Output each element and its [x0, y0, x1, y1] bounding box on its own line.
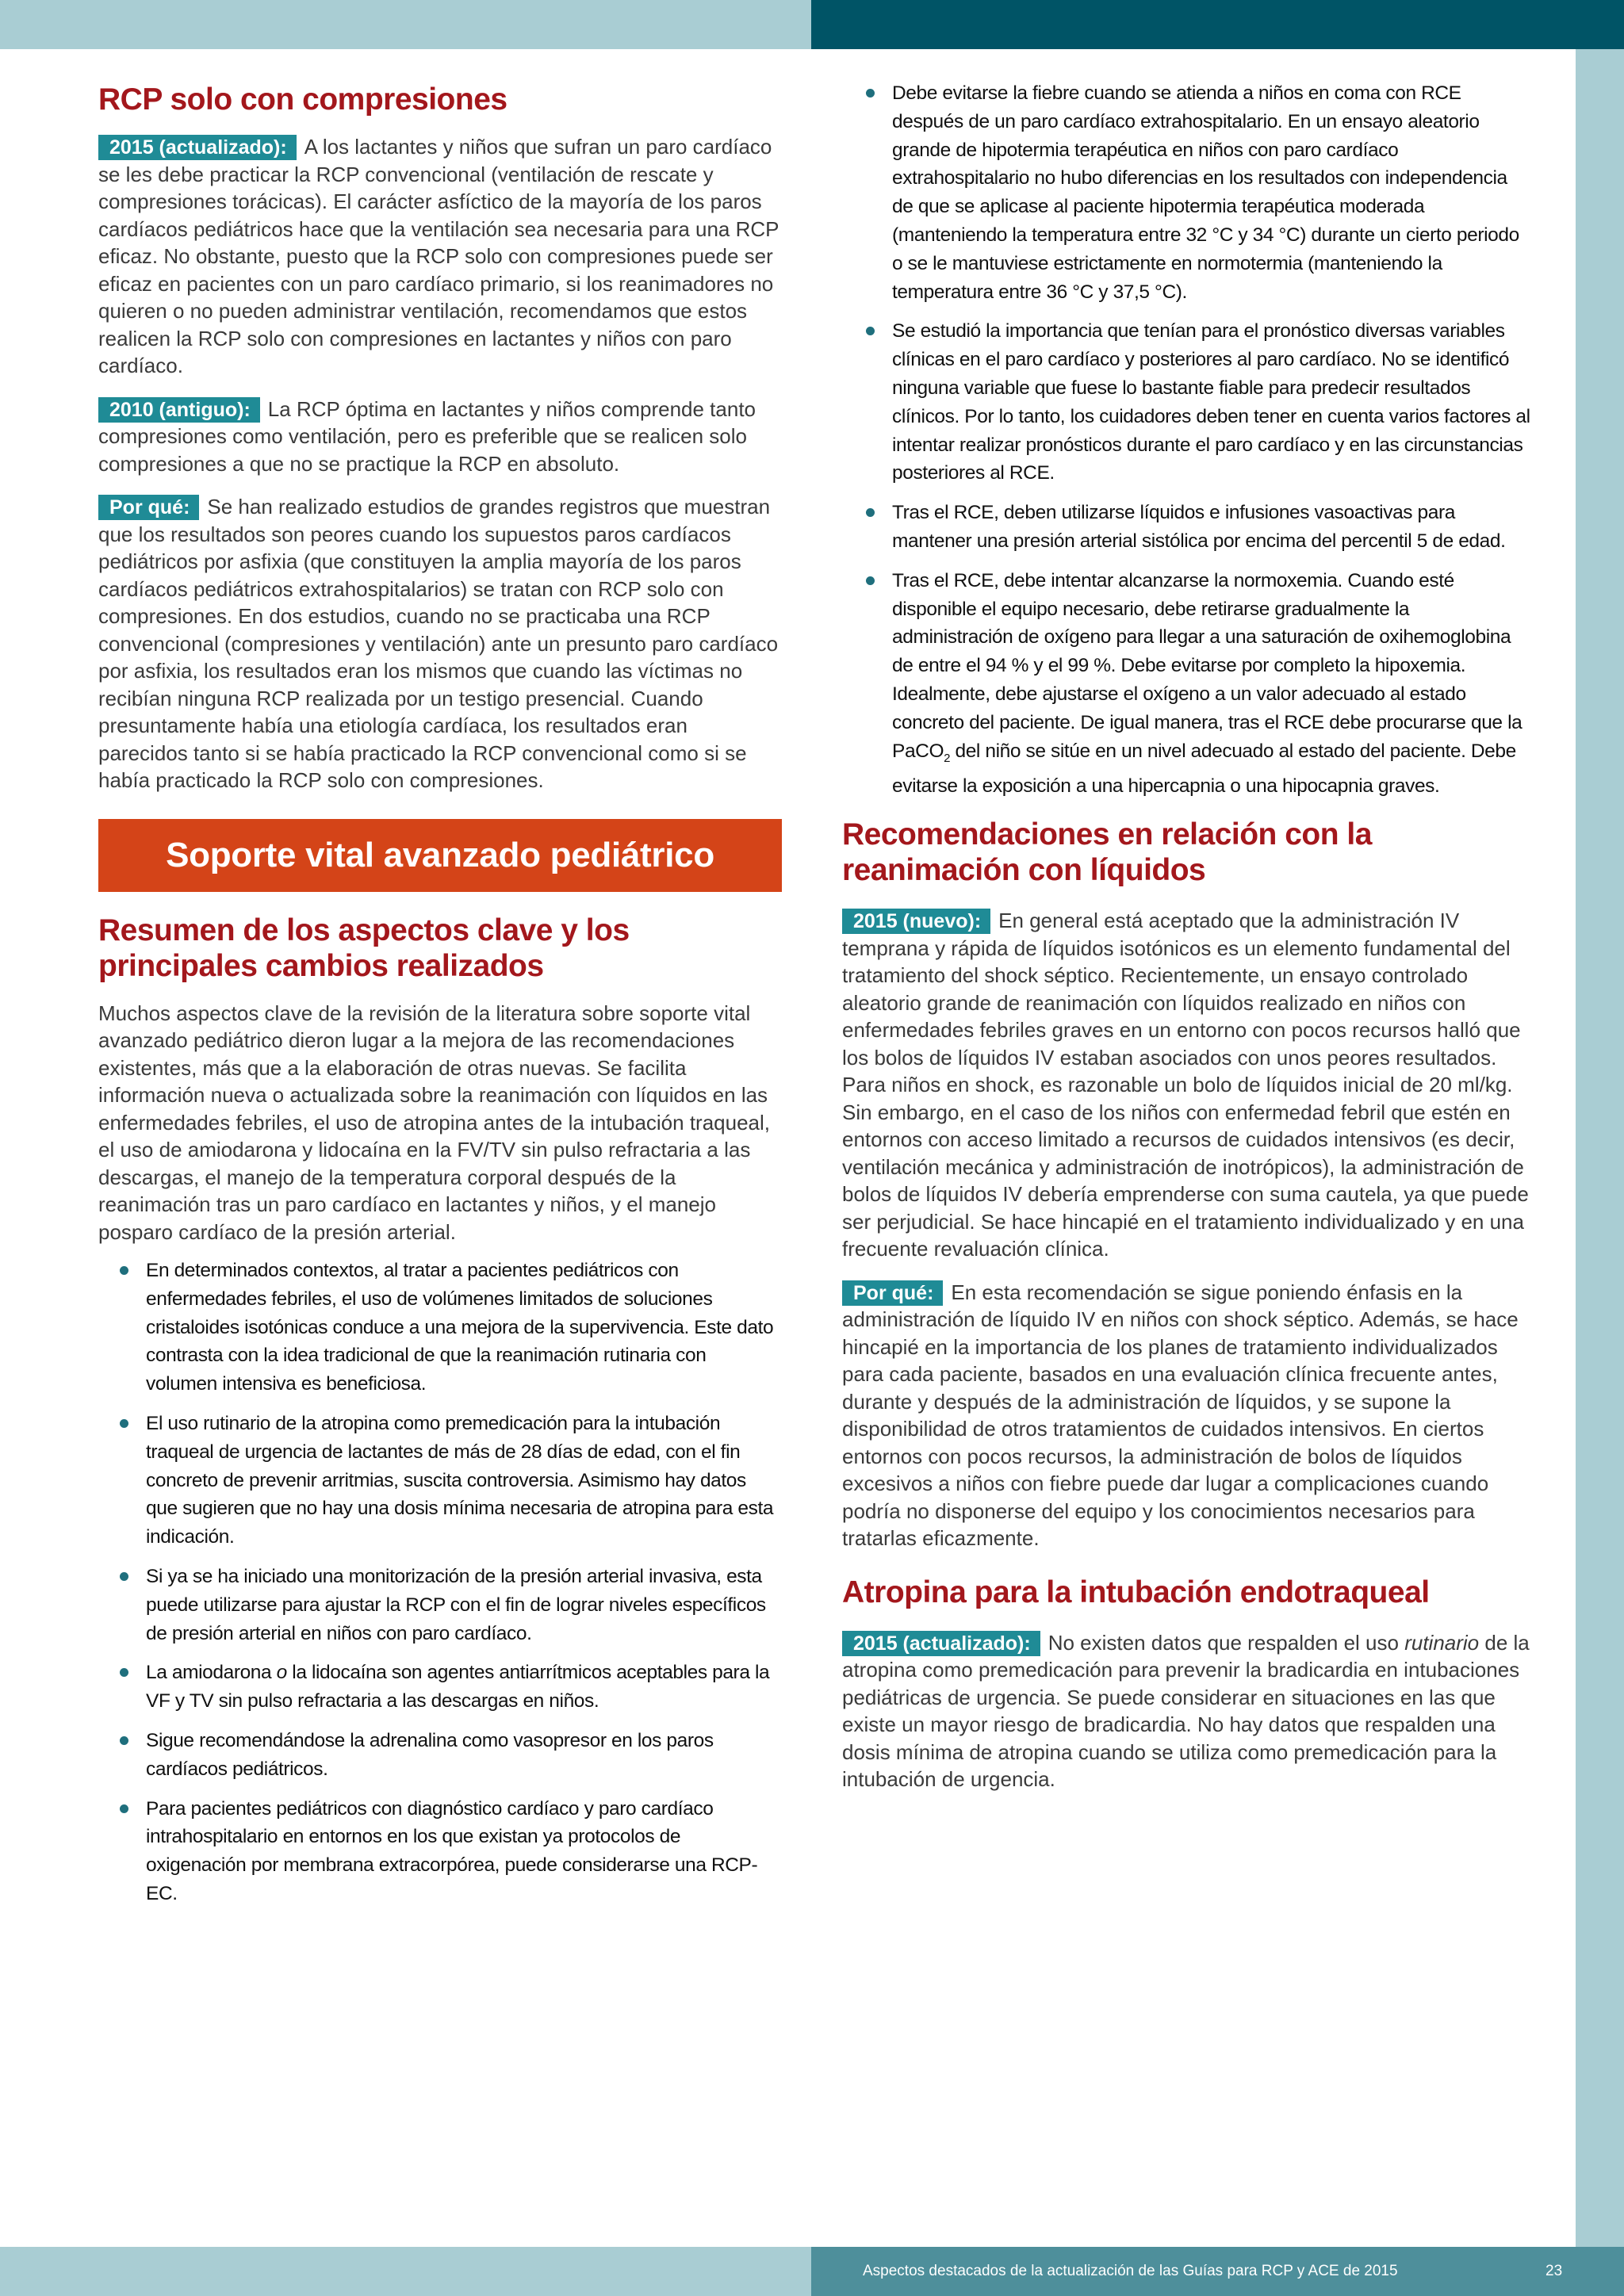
bullet-icon — [866, 576, 875, 585]
list-item-text: Tras el RCE, debe intentar alcanzarse la normoxemia. Cuando esté disponible el equipo necesario, debe retirarse gradualmente la administración de oxígeno para llegar a una saturación de oxihemoglobina de entre el 94 % y el 99 %. Debe evitarse por completo la hipoxemia. Idealmente, debe ajustarse el oxígeno a un valor adecuado al estado concreto del paciente. De igual manera, tras el RCE debe procurarse que la PaCO — [892, 569, 1522, 762]
bullet-icon — [120, 1419, 128, 1428]
bullet-icon — [120, 1572, 128, 1581]
paragraph-2015-nuevo — [842, 907, 1532, 1263]
tag-por-que: Por qué: — [842, 1280, 943, 1306]
list-item — [146, 1563, 782, 1647]
subscript: 2 — [944, 751, 951, 765]
tag-2015-actualizado: 2015 (actualizado): — [98, 135, 297, 160]
paragraph-text: A los lactantes y niños que sufran un paro cardíaco se les debe practicar la RCP convencional (ventilación de rescate y compresiones torácicas). El carácter asfíctico de la mayoría de los paros cardíacos pediátricos hace que la ventilación sea necesaria para una RCP eficaz. No obstante, puesto que la RCP solo con compresiones puede ser eficaz en pacientes con un paro cardíaco primario, si los reanimadores no quieren o no pueden administrar ventilación, recomendamos que estos realicen la RCP solo con compresiones en lactantes y niños con paro cardíaco. — [98, 135, 779, 377]
list-item-text: Si ya se ha iniciado una monitorización de la presión arterial invasiva, esta puede utilizarse para ajustar la RCP con el fin de lograr niveles específicos de presión arterial en niños con paro cardíaco. — [146, 1565, 766, 1644]
tag-2010-antiguo: 2010 (antiguo): — [98, 397, 260, 423]
paragraph-text: En esta recomendación se sigue poniendo énfasis en la administración de líquido IV en niños con shock séptico. Además, se hace hincapié en la importancia de los planes de tratamiento individualizados para cada paciente, basados en una evaluación clínica frecuente antes, durante y después de la administración de líquidos, y se supone la disponibilidad de otros tratamientos de cuidados intensivos. En ciertos entornos con pocos recursos, la administración de bolos de líquidos excesivos a niños con fiebre puede dar lugar a complicaciones cuando podría no disponerse del equipo y los conocimientos necesarios para tratarlas eficazmente. — [842, 1280, 1519, 1551]
right-margin-strip — [1576, 49, 1624, 2247]
bullet-icon — [120, 1266, 128, 1275]
page-number: 23 — [1545, 2263, 1563, 2279]
tag-2015-nuevo: 2015 (nuevo): — [842, 909, 990, 934]
header-band-right — [811, 0, 1624, 49]
list-item-text: Se estudió la importancia que tenían para el pronóstico diversas variables clínicas en el paro cardíaco y posteriores al paro cardíaco. No se identificó ninguna variable que fuese lo bastante fiable para predecir resultados clínicos. Por lo tanto, los cuidadores deben tener en cuenta varios factores al intentar realizar pronósticos durante el paro cardíaco y en las circunstancias posteriores al RCE. — [892, 320, 1530, 484]
list-item-text: El uso rutinario de la atropina como premedicación para la intubación traqueal de urgencia de lactantes de más de 28 días de edad, con el fin concreto de prevenir arritmias, suscita controversia. Asimismo hay datos que sugieren que no hay una dosis mínima necesaria de atropina para esta indicación. — [146, 1412, 774, 1548]
footer-band-right — [811, 2247, 1624, 2296]
paragraph-2015-actualizado — [98, 133, 782, 380]
list-item-text: Tras el RCE, deben utilizarse líquidos e infusiones vasoactivas para mantener una presión arterial sistólica por encima del percentil 5 de edad. — [892, 502, 1506, 552]
paragraph-text: La RCP óptima en lactantes y niños comprende tanto compresiones como ventilación, pero es preferible que se realicen solo compresiones a que no se practique la RCP en absoluto. — [98, 396, 756, 476]
bullet-icon — [866, 327, 875, 335]
list-item — [146, 1659, 782, 1716]
right-column — [842, 79, 1532, 1809]
paragraph-text: de la atropina como premedicación para prevenir la bradicardia en intubaciones pediátricas de urgencia. Se puede considerar en situaciones en las que existe un mayor riesgo de bradicardia. No hay datos que respalden una dosis mínima de atropina cuando se utiliza como premedicación para la intubación de urgencia. — [842, 1630, 1530, 1792]
heading-rcp-solo-compresiones: RCP solo con compresiones — [98, 82, 508, 117]
bullet-icon — [866, 89, 875, 98]
list-item-text: la lidocaína son agentes antiarrítmicos aceptables para la VF y TV sin pulso refractaria a las descargas en niños. — [146, 1662, 770, 1712]
list-item — [146, 1257, 782, 1399]
list-item-text: La amiodarona — [146, 1662, 277, 1684]
emphasis-text: rutinario — [1404, 1630, 1480, 1655]
list-item-text: del niño se sitúe en un nivel adecuado al estado del paciente. Debe evitarse la exposición a una hipercapnia o una hipocapnia graves. — [892, 740, 1516, 798]
paragraph-resumen: Muchos aspectos clave de la revisión de la literatura sobre soporte vital avanzado pediátrico dieron lugar a la mejora de las recomendaciones existentes, más que a la elaboración de otras nuevas. Se facilita información nueva o actualizada sobre la reanimación con líquidos en las enfermedades febriles, el uso de atropina antes de la intubación traqueal, el uso de amiodarona y lidocaína en la FV/TV sin pulso refractaria a las descargas, el manejo de la temperatura corporal después de la reanimación tras un paro cardíaco en lactantes y niños, y el manejo posparo cardíaco de la presión arterial. — [98, 1001, 771, 1244]
tag-2015-actualizado: 2015 (actualizado): — [842, 1631, 1040, 1656]
paragraph-text: No existen datos que respalden el uso — [1048, 1630, 1405, 1655]
list-item — [892, 567, 1532, 801]
footer-band-left — [0, 2247, 811, 2296]
emphasis-text: o — [276, 1662, 287, 1684]
bullet-icon — [866, 508, 875, 517]
left-bullet-list — [98, 1257, 782, 1908]
list-item — [146, 1727, 782, 1784]
heading-resumen: Resumen de los aspectos clave y los principales cambios realizados — [98, 913, 630, 983]
list-item — [146, 1795, 782, 1908]
heading-atropina: Atropina para la intubación endotraqueal — [842, 1575, 1430, 1609]
list-item — [892, 499, 1532, 556]
list-item — [146, 1410, 782, 1552]
list-item-text: En determinados contextos, al tratar a pacientes pediátricos con enfermedades febriles, el uso de volúmenes limitados de soluciones cristaloides isotónicas conduce a una mejora de la supervivencia. Este dato contrasta con la idea tradicional de que la reanimación rutinaria con volumen intensiva es beneficiosa. — [146, 1260, 774, 1395]
paragraph-por-que — [98, 493, 782, 794]
section-banner: Soporte vital avanzado pediátrico — [98, 819, 782, 892]
list-item-text: Sigue recomendándose la adrenalina como vasopresor en los paros cardíacos pediátricos. — [146, 1729, 714, 1780]
bullet-icon — [120, 1736, 128, 1745]
bullet-icon — [120, 1804, 128, 1813]
paragraph-por-que — [842, 1279, 1532, 1552]
paragraph-2015-actualizado-atropina — [842, 1629, 1532, 1793]
bullet-icon — [120, 1668, 128, 1677]
paragraph-text: Se han realizado estudios de grandes registros que muestran que los resultados son peores cuando los supuestos paros cardíacos pediátricos por asfixia (que constituyen la amplia mayoría de los paros cardíacos pediátricos extrahospitalarios) se tratan con RCP solo con compresiones. En dos estudios, cuando no se practicaba una RCP convencional (compresiones y ventilación) ante un presunto paro cardíaco por asfixia, los resultados eran los mismos que cuando las víctimas no recibían ninguna RCP realizada por un testigo presencial. Cuando presuntamente había una etiología cardíaca, los resultados eran parecidos tanto si se había practicado la RCP convencional como si se había practicado la RCP solo con compresiones. — [98, 495, 779, 792]
list-item — [892, 317, 1532, 488]
heading-reanimacion-liquidos: Recomendaciones en relación con la reanimación con líquidos — [842, 817, 1372, 888]
paragraph-text: En general está aceptado que la administración IV temprana y rápida de líquidos isotónicos es un elemento fundamental del tratamiento del shock séptico. Recientemente, un ensayo controlado aleatorio grande de reanimación con líquidos realizado en niños con enfermedades febriles graves en un entorno con pocos recursos halló que los bolos de líquidos IV estaban asociados con unos peores resultados. Para niños en shock, es razonable un bolo de líquidos inicial de 20 ml/kg. Sin embargo, en el caso de los niños con enfermedad febril que estén en entornos con acceso limitado a recursos de cuidados intensivos (es decir, ventilación mecánica y administración de inotrópicos), la administración de bolos de líquidos IV debería emprenderse con suma cautela, ya que puede ser perjudicial. Se hace hincapié en el tratamiento individualizado y en una frecuente revaluación clínica. — [842, 909, 1529, 1261]
list-item-text: Para pacientes pediátricos con diagnóstico cardíaco y paro cardíaco intrahospitalario en entornos en los que existan ya protocolos de oxigenación por membrana extracorpórea, puede considerarse una RCP-EC. — [146, 1797, 758, 1904]
header-band-left — [0, 0, 811, 49]
tag-por-que: Por qué: — [98, 495, 199, 520]
left-column — [98, 75, 782, 1919]
footer-title: Aspectos destacados de la actualización de las Guías para RCP y ACE de 2015 — [863, 2263, 1398, 2279]
paragraph-2010-antiguo — [98, 396, 782, 478]
list-item — [892, 79, 1532, 306]
right-bullet-list — [842, 79, 1532, 801]
list-item-text: Debe evitarse la fiebre cuando se atienda a niños en coma con RCE después de un paro cardíaco extrahospitalario. En un ensayo aleatorio grande de hipotermia terapéutica en niños con paro cardíaco extrahospitalario no hubo diferencias en los resultados con independencia de que se aplicase al paciente hipotermia terapéutica moderada (manteniendo la temperatura entre 32 °C y 34 °C) durante un cierto periodo o se le mantuviese estrictamente en normotermia (manteniendo la temperatura entre 36 °C y 37,5 °C). — [892, 82, 1519, 303]
